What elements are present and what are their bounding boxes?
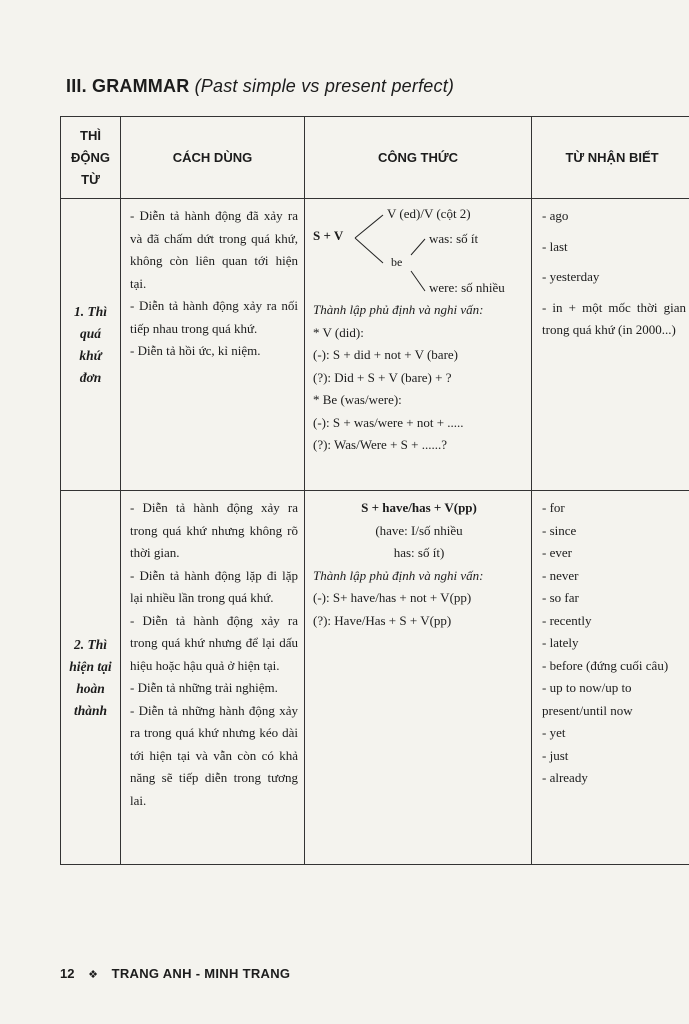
negation-title: Thành lập phủ định và nghi vấn:: [313, 302, 484, 317]
signals-past-simple: [532, 199, 689, 491]
signal-word: - for: [542, 500, 565, 515]
section-title: III. GRAMMAR: [66, 76, 190, 96]
verb-branch-diagram: [313, 205, 525, 299]
header-tense-label: THÌ ĐỘNG TỪ: [71, 127, 110, 187]
usage-item: - Diễn tả hành động đã xảy ra và đã chấm dứt trong quá khứ, không còn liên quan tới hiện tại.: [130, 208, 298, 291]
tense-present-perfect-label: 2. Thì hiện tại hoàn thành: [69, 636, 112, 718]
signal-word: - so far: [542, 590, 579, 605]
formula-line: (-): S + was/were + not + .....: [313, 414, 464, 430]
formula-verb-form: V (ed)/V (cột 2): [387, 206, 471, 221]
signals-present-perfect: [532, 491, 689, 865]
header-formula: CÔNG THỨC: [305, 117, 532, 199]
table-row-present-perfect: [61, 491, 689, 865]
formula-present-perfect: [305, 491, 532, 865]
tense-present-perfect: [61, 491, 121, 865]
signal-word: - recently: [542, 612, 592, 628]
usage-item: - Diễn tả hành động lặp đi lặp lại nhiều lần trong quá khứ.: [130, 567, 298, 605]
usage-item: - Diễn tả hồi ức, kỉ niệm.: [130, 343, 261, 358]
usage-item: - Diễn tả những trải nghiệm.: [130, 680, 278, 695]
formula-be: be: [391, 255, 403, 269]
signal-word: - yet: [542, 725, 566, 740]
formula-has-note: has: số ít): [393, 545, 445, 560]
usage-item: - Diễn tả hành động xảy ra trong quá khứ nhưng để lại dấu hiệu hoặc hậu quả ở hiện tại.: [130, 612, 298, 673]
header-signals: TỪ NHẬN BIẾT: [532, 117, 689, 199]
page-title: [66, 76, 454, 97]
table-row-past-simple: [61, 199, 689, 491]
formula-line: * V (did):: [313, 324, 364, 340]
book-authors: TRANG ANH - MINH TRANG: [111, 966, 291, 981]
formula-line: (-): S + did + not + V (bare): [313, 347, 458, 362]
usage-item: - Diễn tả hành động xảy ra nối tiếp nhau trong quá khứ.: [130, 298, 298, 336]
signal-word: - before (đứng cuối câu): [542, 657, 669, 673]
formula-past-simple: [305, 199, 532, 491]
page-number: 12: [60, 966, 75, 981]
formula-have-note: (have: I/số nhiều: [375, 522, 463, 538]
signal-word: - lately: [542, 635, 579, 650]
header-tense: [61, 117, 121, 199]
negation-title: Thành lập phủ định và nghi vấn:: [313, 567, 484, 583]
tense-past-simple-label: 1. Thì quá khứ đơn: [73, 303, 107, 385]
table-header-row: [61, 117, 689, 199]
signal-word: - ago: [542, 208, 569, 223]
header-usage: CÁCH DÙNG: [121, 117, 305, 199]
formula-main: S + have/has + V(pp): [361, 500, 477, 515]
section-subtitle: (Past simple vs present perfect): [194, 76, 455, 96]
signal-word: - already: [542, 770, 588, 785]
signal-word: - since: [542, 522, 577, 538]
formula-line: (?): Have/Has + S + V(pp): [313, 612, 452, 628]
formula-line: * Be (was/were):: [313, 392, 402, 407]
signal-word: - yesterday: [542, 269, 600, 284]
usage-present-perfect: [121, 491, 305, 865]
formula-line: (?): Did + S + V (bare) + ?: [313, 369, 452, 385]
signal-word: - ever: [542, 545, 572, 560]
signal-word: - last: [542, 238, 568, 254]
usage-past-simple: [121, 199, 305, 491]
signal-word: - up to now/up to present/until now: [542, 680, 633, 718]
formula-subject: S + V: [313, 228, 344, 243]
formula-line: (?): Was/Were + S + ......?: [313, 437, 447, 452]
diamond-cluster-icon: ❖: [88, 969, 98, 981]
tense-past-simple: [61, 199, 121, 491]
formula-was: was: số ít: [429, 231, 479, 246]
signal-word: - in + một mốc thời gian trong quá khứ (in 2000...): [542, 299, 686, 337]
grammar-table: [60, 116, 689, 865]
page-footer: [60, 966, 290, 981]
usage-item: - Diễn tả những hành động xảy ra trong quá khứ nhưng kéo dài tới hiện tại và vẫn còn có khả năng sẽ tiếp diễn trong tương lai.: [130, 702, 298, 808]
signal-word: - just: [542, 747, 569, 763]
formula-line: (-): S+ have/has + not + V(pp): [313, 590, 472, 605]
formula-were: were: số nhiều: [429, 280, 505, 295]
signal-word: - never: [542, 567, 579, 583]
usage-item: - Diễn tả hành động xảy ra trong quá khứ nhưng không rõ thời gian.: [130, 500, 298, 560]
